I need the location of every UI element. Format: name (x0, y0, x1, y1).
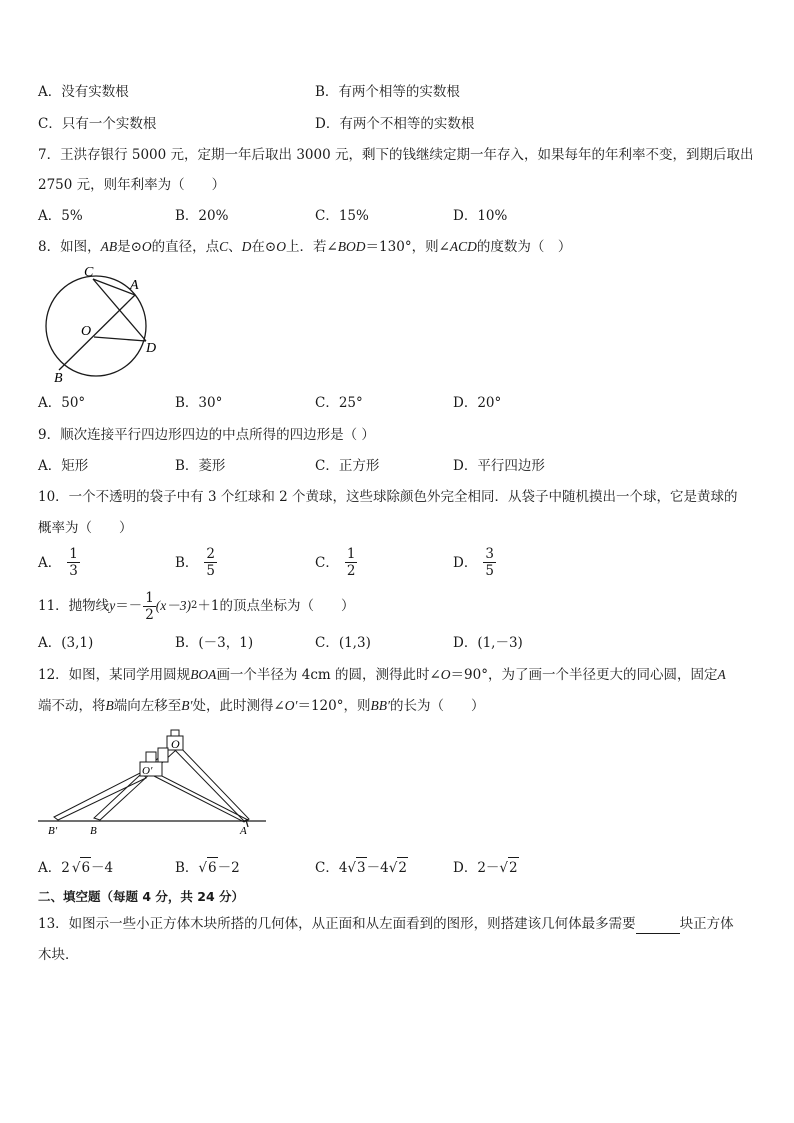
q8-option-a[interactable]: A．50° (38, 395, 86, 411)
q10-option-a[interactable] (38, 546, 80, 579)
label-b: B (54, 371, 63, 386)
q11-var-y: y (109, 598, 116, 613)
q8-text: 的度数为（ ） (476, 239, 572, 255)
q11-exponent: 2 (191, 600, 198, 611)
numerator: 1 (145, 589, 154, 606)
q13-text: 13．如图示一些小正方体木块所搭的几何体，从正面和从左面看到的图形，则搭建该几何体最多需要 (38, 916, 636, 932)
q12-text: ＝90°，为了画一个半径更大的同心圆，固定 (450, 667, 718, 683)
q8-var-d: D (241, 239, 252, 254)
q8-text: 上．若∠ (285, 239, 338, 255)
q6-option-a[interactable]: A．没有实数根 (38, 84, 129, 100)
q6-option-d[interactable]: D．有两个不相等的实数根 (315, 116, 475, 132)
q10-option-d[interactable] (453, 546, 496, 579)
compass-oprime-knob (146, 752, 156, 762)
q7-stem-line1: 7．王洪存银行 5000 元，定期一年后取出 3000 元，剩下的钱继续定期一年存入，如果每年的年利率不变，到期后取出 (38, 147, 754, 163)
fraction (67, 546, 80, 579)
denominator: 5 (206, 563, 216, 579)
radicand: 2 (397, 857, 408, 878)
q12-compass-figure (38, 728, 268, 838)
option-text: －2 (217, 859, 240, 876)
sqrt-icon: √ (347, 859, 357, 876)
compass-oprime-leg-a (150, 774, 248, 822)
q8-stem (38, 237, 571, 257)
q7-option-d[interactable]: D．10% (453, 208, 508, 224)
label-o: O (81, 324, 92, 339)
q8-options (38, 393, 764, 429)
q10-option-b[interactable] (175, 546, 217, 579)
sqrt-icon: √ (499, 859, 509, 876)
q8-var-ab: AB (100, 239, 118, 254)
label-oprime: O′ (142, 765, 153, 777)
q11-text: ＝－ (115, 598, 143, 614)
fraction (483, 546, 496, 579)
option-text: D．2－ (453, 859, 500, 876)
q12-var-bprime: B′ (181, 698, 193, 713)
q13-stem-line1 (38, 914, 734, 934)
q13-answer-blank[interactable] (636, 919, 680, 934)
q8-circle-figure (38, 262, 168, 387)
q12-text: 画一个半径为 4cm 的圆，测得此时∠ (216, 667, 441, 683)
radicand: 6 (207, 857, 218, 878)
q8-option-b[interactable]: B．30° (175, 395, 223, 411)
sqrt-icon: √ (388, 859, 398, 876)
option-letter: A． (38, 554, 62, 571)
sqrt-icon: √ (71, 859, 81, 876)
q7-option-b[interactable]: B．20% (175, 208, 229, 224)
q12-var-oprime: O′ (284, 698, 298, 713)
q13-text: 块正方体 (679, 916, 734, 932)
q12-var-bbprime: BB′ (370, 698, 390, 713)
option-text: C．4 (315, 859, 348, 876)
q11-option-a[interactable]: A．(3,1) (38, 635, 94, 651)
q11-options (38, 633, 764, 669)
q8-var-c: C (219, 239, 229, 254)
q9-option-b[interactable]: B．菱形 (175, 458, 226, 474)
q12-var-boa: BOA (190, 667, 217, 682)
q11-fraction (143, 590, 156, 623)
q8-text: 8．如图， (38, 239, 101, 255)
q6-option-c[interactable]: C．只有一个实数根 (38, 116, 157, 132)
q11-option-b[interactable]: B．(－3，1) (175, 635, 254, 651)
q8-var-bod: BOD (337, 239, 366, 254)
q12-option-d[interactable] (453, 857, 519, 878)
q11-text: ＋1的顶点坐标为（ ） (197, 598, 355, 614)
label-a: A (240, 825, 247, 837)
q8-option-d[interactable]: D．20° (453, 395, 502, 411)
sqrt-icon: √ (198, 859, 208, 876)
q7-option-c[interactable]: C．15% (315, 208, 369, 224)
q10-option-c[interactable] (315, 546, 357, 579)
q8-option-c[interactable]: C．25° (315, 395, 363, 411)
q12-text: 端不动，将 (38, 698, 106, 714)
q12-text: 端向左移至 (113, 698, 182, 714)
q13-stem-line2: 木块． (38, 947, 79, 963)
label-d: D (146, 341, 157, 356)
option-letter: C． (315, 554, 339, 571)
numerator: 2 (206, 546, 216, 562)
q11-option-d[interactable]: D．(1,－3) (453, 635, 523, 651)
q11-text: 11．抛物线 (38, 598, 110, 614)
compass-o-knob (171, 730, 179, 736)
compass-oprime-body (158, 748, 168, 762)
fraction (345, 546, 358, 579)
q10-stem-line1: 10．一个不透明的袋子中有 3 个红球和 2 个黄球，这些球除颜色外完全相同．从袋子中随机摸出一个球，它是黄球的 (38, 489, 738, 505)
q8-var-acd: ACD (449, 239, 477, 254)
q10-options (38, 546, 764, 582)
q6-option-b[interactable]: B．有两个相等的实数根 (315, 84, 460, 100)
q12-var-a: A (717, 667, 726, 682)
numerator: 3 (485, 546, 494, 562)
q8-text: 在⊙ (251, 239, 277, 255)
denominator: 2 (145, 606, 154, 623)
q12-option-a[interactable] (38, 857, 113, 878)
option-text: －4 (366, 859, 389, 876)
q12-stem-line2 (38, 696, 484, 716)
radicand: 6 (80, 857, 91, 878)
numerator: 1 (346, 546, 356, 562)
q9-option-c[interactable]: C．正方形 (315, 458, 380, 474)
q7-stem-line2: 2750 元，则年利率为（ ） (38, 177, 226, 193)
radicand: 2 (508, 857, 519, 878)
q10-stem-line2: 概率为（ ） (38, 520, 133, 536)
segment-od (94, 337, 146, 341)
q12-text: 的长为（ ） (389, 698, 485, 714)
q8-text: 是⊙ (117, 239, 142, 255)
option-letter: B． (175, 554, 199, 571)
q12-text: ＝120°，则 (297, 698, 371, 714)
denominator: 3 (69, 563, 78, 579)
q12-var-o: O (440, 667, 451, 682)
q12-option-b[interactable] (175, 857, 240, 878)
diameter-ab (59, 295, 135, 370)
q9-option-d[interactable]: D．平行四边形 (453, 458, 545, 474)
numerator: 1 (69, 546, 78, 562)
denominator: 5 (485, 563, 494, 579)
q12-option-c[interactable] (315, 857, 408, 878)
option-text: A．2 (38, 859, 70, 876)
fraction (204, 546, 217, 579)
q12-stem-line1 (38, 665, 726, 685)
label-bprime: B′ (48, 825, 58, 837)
q7-option-a[interactable]: A．5% (38, 208, 83, 224)
label-b: B (90, 825, 97, 837)
label-o: O (171, 737, 180, 751)
label-c: C (84, 265, 94, 280)
label-a: A (130, 278, 139, 293)
q8-text: ＝130°，则∠ (365, 239, 450, 255)
section-heading-fill-in: 二、填空题（每题 4 分，共 24 分） (38, 889, 245, 904)
q9-stem: 9．顺次连接平行四边形四边的中点所得的四边形是（ ） (38, 427, 375, 443)
q12-text: 12．如图，某同学用圆规 (38, 667, 191, 683)
q12-var-b: B (105, 698, 114, 713)
q8-var-o: O (276, 239, 286, 254)
compass-o-leg-a (171, 746, 249, 821)
q11-stem (38, 590, 354, 622)
q9-option-a[interactable]: A．矩形 (38, 458, 89, 474)
q8-text: 、 (228, 239, 242, 255)
denominator: 2 (346, 563, 356, 579)
radicand: 3 (356, 857, 367, 878)
option-text: －4 (91, 859, 114, 876)
q12-text: 处，此时测得∠ (192, 698, 285, 714)
q8-text: 的直径，点 (151, 239, 220, 255)
q6-options-row1 (38, 82, 764, 118)
option-letter: D． (453, 554, 478, 571)
q11-paren: (x－3) (155, 598, 192, 613)
q8-var-o: O (141, 239, 152, 254)
option-text: B． (175, 859, 199, 876)
q11-option-c[interactable]: C．(1,3) (315, 635, 371, 651)
